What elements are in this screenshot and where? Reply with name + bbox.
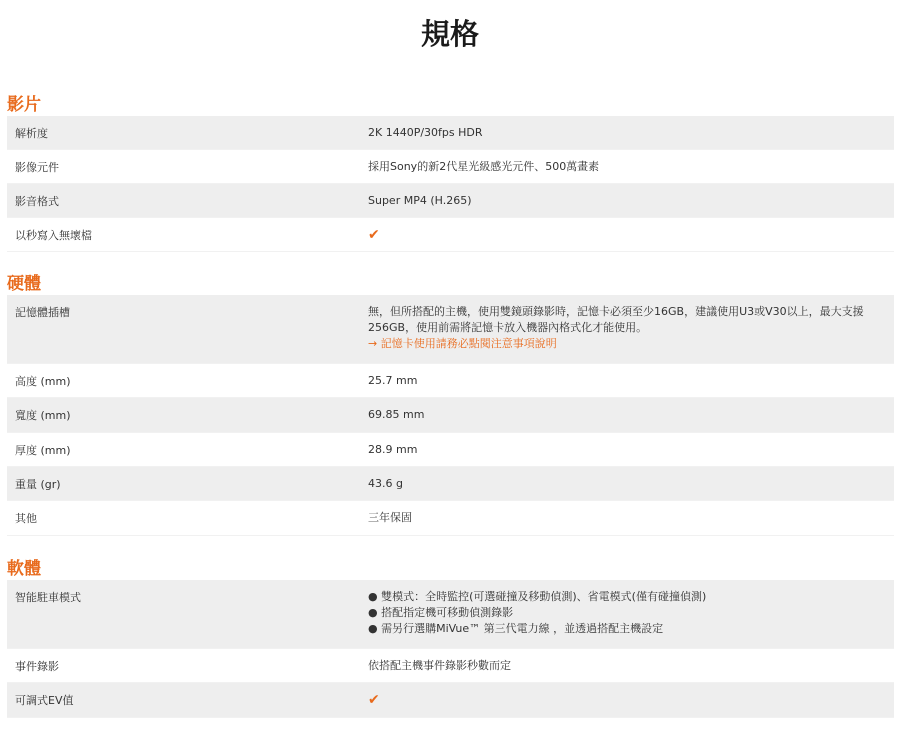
spec-row-depth [7, 433, 894, 467]
spec-row-memory-slot [7, 295, 894, 364]
spec-value: 28.9 mm [368, 443, 418, 456]
memory-card-notice-link[interactable]: → 記憶卡使用請務必點閱注意事項說明 [368, 337, 557, 350]
spec-value: Super MP4 (H.265) [368, 194, 472, 207]
spec-value: 依搭配主機事件錄影秒數而定 [368, 659, 511, 672]
spec-row-height [7, 364, 894, 398]
spec-label: 影音格式 [15, 195, 59, 208]
section-title-hardware: 硬體 [7, 274, 41, 294]
memory-slot-text-line2: 256GB，使用前需將記憶卡放入機器內格式化才能使用。 [368, 321, 648, 334]
spec-row-width [7, 398, 894, 433]
section-video [7, 94, 894, 252]
page-title: 規格 [420, 17, 479, 51]
spec-label: 影像元件 [15, 161, 59, 174]
spec-row-sensor [7, 150, 894, 184]
spec-value [368, 589, 894, 637]
spec-row-weight [7, 467, 894, 501]
memory-slot-text-line1: 無，但所搭配的主機，使用雙鏡頭錄影時，記憶卡必須至少16GB，建議使用U3或V30以上，最大支援 [368, 305, 864, 318]
spec-label: 其他 [15, 512, 37, 525]
spec-row-other [7, 501, 894, 536]
spec-value: 2K 1440P/30fps HDR [368, 126, 483, 139]
spec-row-event-recording [7, 649, 894, 683]
bullet-item: ● 需另行選購MiVue™ 第三代電力線 ，並透過搭配主機設定 [368, 622, 664, 635]
spec-label: 以秒寫入無壞檔 [15, 229, 92, 242]
spec-label: 記憶體插槽 [15, 306, 70, 319]
spec-row-adjustable-ev [7, 683, 894, 718]
section-title-video: 影片 [7, 95, 41, 115]
spec-value [368, 304, 894, 352]
spec-row-parking-mode [7, 580, 894, 649]
spec-value: 43.6 g [368, 477, 403, 490]
section-title-software: 軟體 [7, 559, 41, 579]
spec-value: 採用Sony的新2代星光級感光元件、500萬畫素 [368, 160, 600, 173]
bullet-item: ● 搭配指定機可移動偵測錄影 [368, 606, 514, 619]
section-software [7, 558, 894, 718]
spec-label: 寬度 (mm) [15, 409, 71, 422]
spec-label: 可調式EV值 [15, 694, 74, 707]
spec-label: 厚度 (mm) [15, 444, 71, 457]
check-icon: ✔ [368, 227, 380, 243]
spec-label: 高度 (mm) [15, 375, 71, 388]
spec-label: 重量 (gr) [15, 478, 61, 491]
spec-label: 解析度 [15, 127, 48, 140]
spec-value: 69.85 mm [368, 408, 425, 421]
spec-row-no-corrupt-files [7, 218, 894, 252]
spec-value: 三年保固 [368, 511, 412, 524]
bullet-item: ● 雙模式：全時監控(可選碰撞及移動偵測)、省電模式(僅有碰撞偵測) [368, 590, 707, 603]
spec-row-resolution [7, 116, 894, 150]
spec-label: 智能駐車模式 [15, 591, 81, 604]
spec-value: 25.7 mm [368, 374, 418, 387]
spec-label: 事件錄影 [15, 660, 59, 673]
spec-row-format [7, 184, 894, 218]
section-hardware [7, 273, 894, 536]
check-icon: ✔ [368, 692, 380, 708]
